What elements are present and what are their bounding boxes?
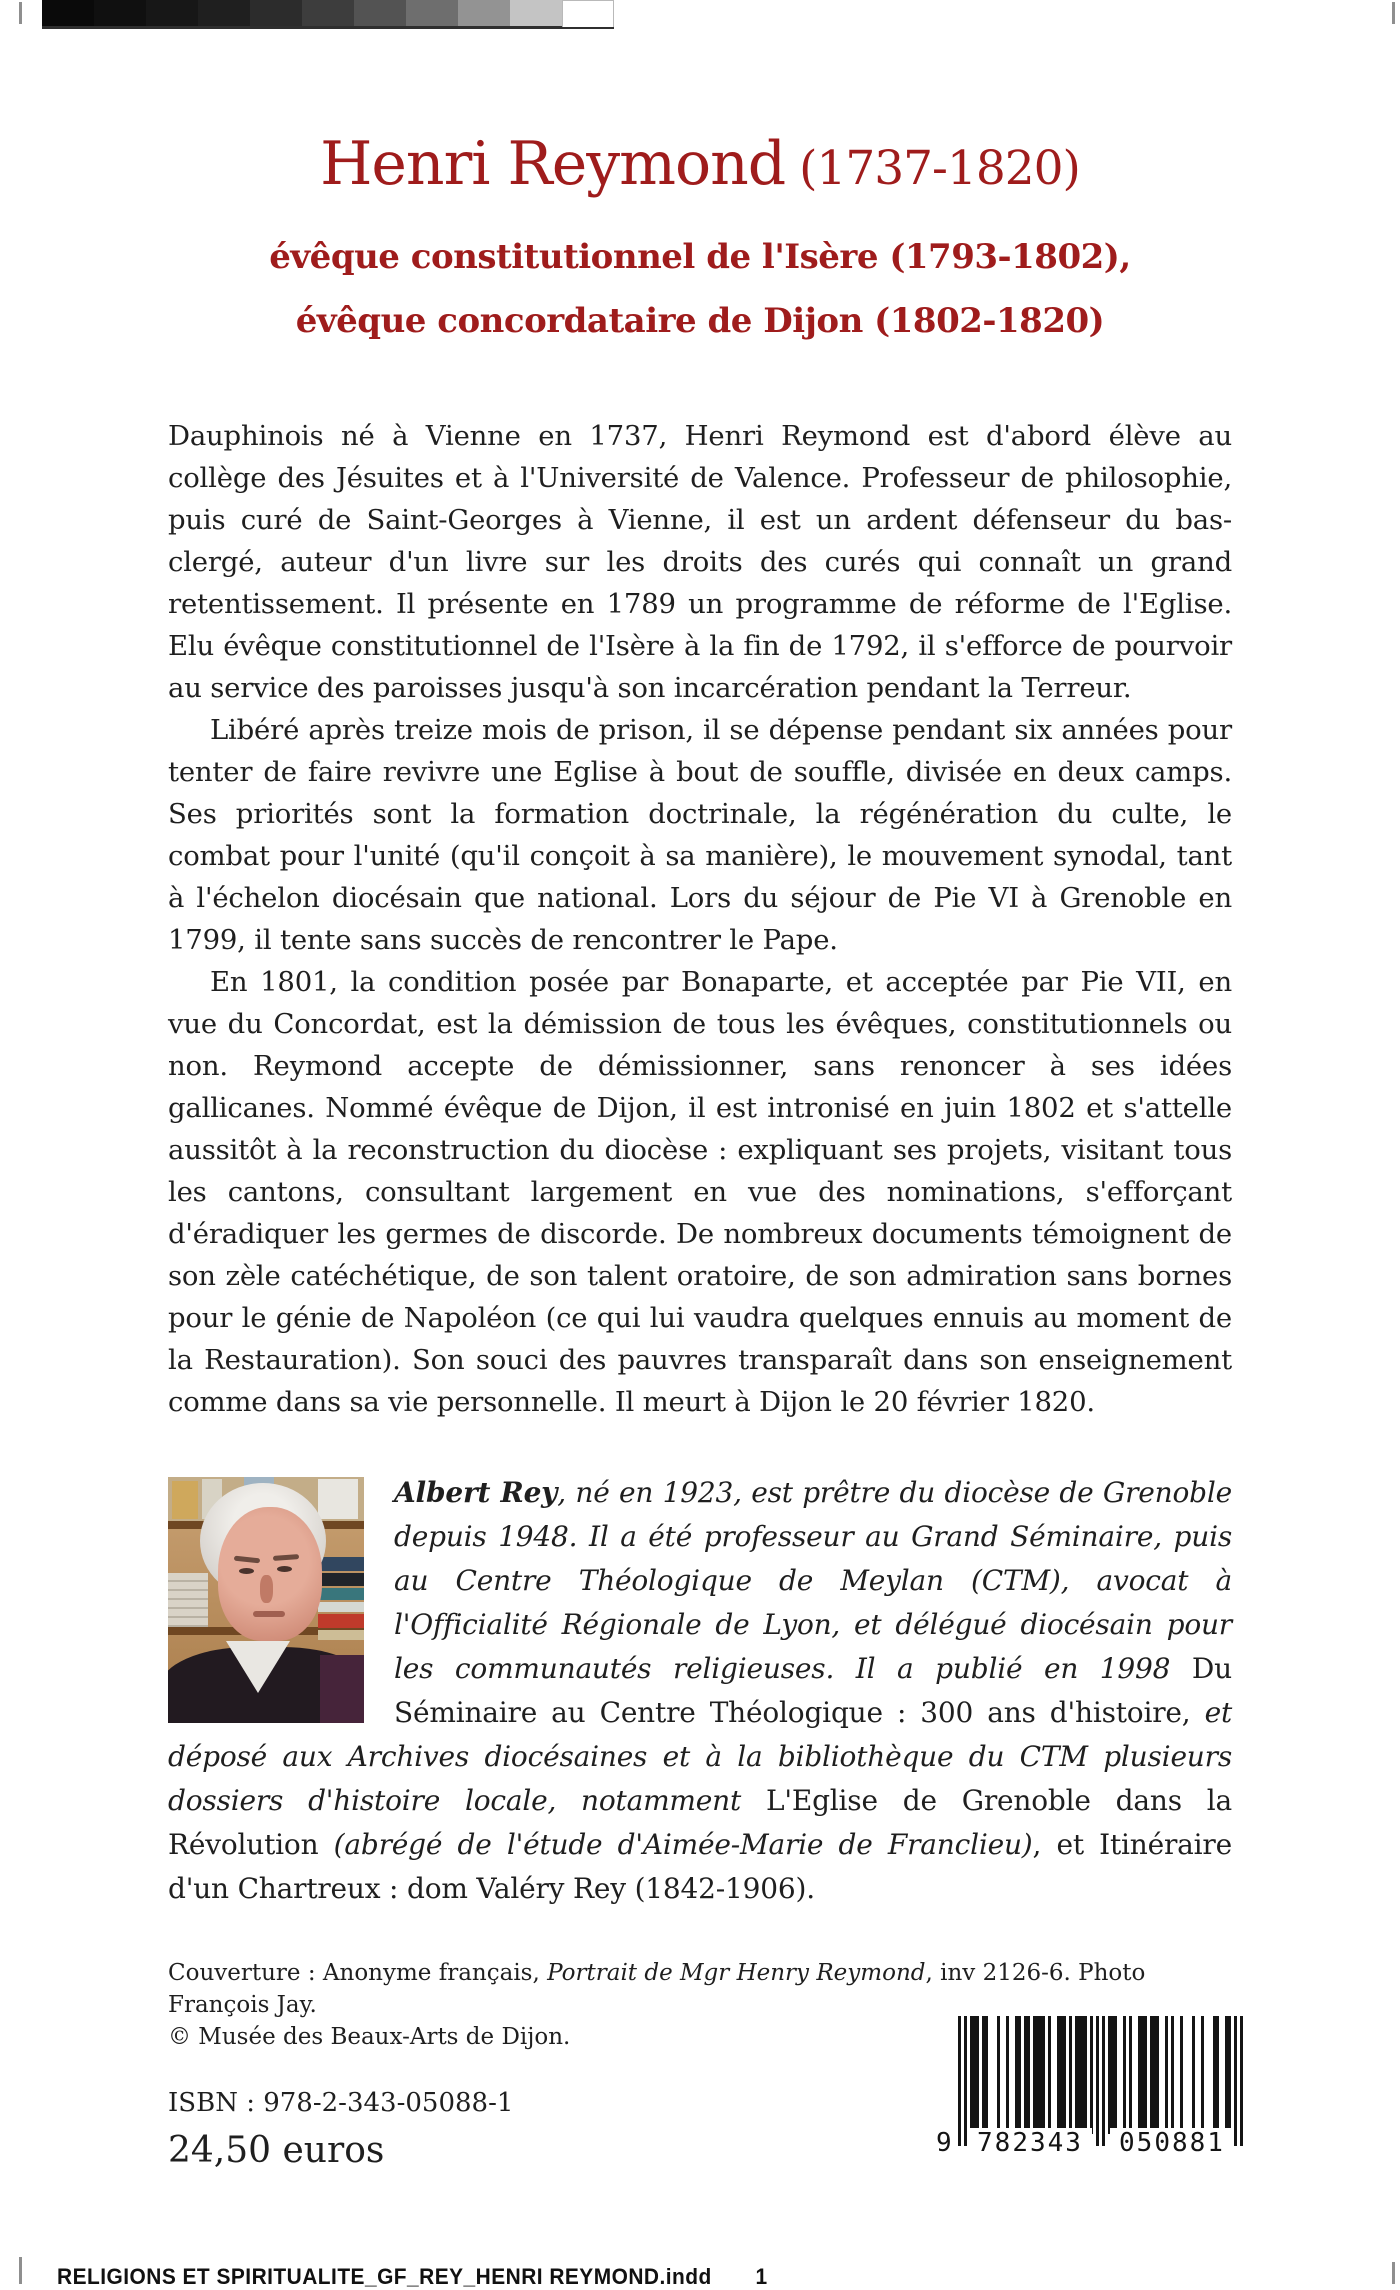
- photo-shelf-object: [318, 1479, 358, 1519]
- photo-shelf-object: [172, 1481, 198, 1519]
- photo-author-mouth: [253, 1611, 285, 1617]
- ean13-barcode: [936, 2016, 1243, 2166]
- page-title: [168, 128, 1232, 205]
- cover-text-column: [168, 0, 1232, 2053]
- title-name: Henri Reymond: [320, 129, 786, 199]
- synopsis: [168, 415, 1232, 1423]
- isbn-label: ISBN : 978-2-343-05088-1: [168, 2088, 514, 2118]
- barcode-digit-right: 050881: [1110, 2128, 1234, 2158]
- synopsis-paragraph: Dauphinois né à Vienne en 1737, Henri Reymond est d'abord élève au collège des Jésuites et à l'Université de Valence. Professeur de philosophie, puis curé de Saint-Georges à Vienne, il est un ardent défenseur du bas-clergé, auteur d'un livre sur les droits des curés qui connaît un grand retentissement. Il présente en 1789 un programme de réforme de l'Eglise. Elu évêque constitutionnel de l'Isère à la fin de 1792, il s'efforce de pourvoir au service des paroisses jusqu'à son incarcération pendant la Terreur.: [168, 420, 1232, 704]
- photo-author-eye: [239, 1568, 254, 1574]
- crop-mark-bottom-left: [19, 2257, 22, 2284]
- photo-author-shoulder: [320, 1655, 364, 1723]
- photo-book-spine: [318, 1557, 364, 1571]
- crop-mark-bottom-right: [1392, 2262, 1395, 2284]
- text-segment: , né en 1923, est prêtre du diocèse de Grenoble depuis 1948. Il a été professeur au Grand Séminaire, puis au Centre Théologique de Meylan (CTM), avocat à l'Officialité Régionale de Lyon, et délégué diocésain pour les communautés religieuses. Il a publié en 1998: [394, 1476, 1232, 1685]
- print-footer: [57, 2264, 768, 2290]
- footer-page-number: 1: [755, 2264, 768, 2289]
- text-segment: Portrait de Mgr Henry Reymond: [547, 1960, 926, 1986]
- title-years: (1737-1820): [785, 141, 1080, 196]
- text-segment: , et Itinéraire d'un Chartreux : dom Valéry Rey (1842-1906).: [168, 1828, 1232, 1905]
- calibration-square: [42, 0, 94, 26]
- barcode-bar: [1240, 2016, 1243, 2146]
- text-segment: Couverture : Anonyme français,: [168, 1960, 548, 1986]
- photo-book-spine: [318, 1614, 364, 1628]
- text-segment: © Musée des Beaux-Arts de Dijon.: [168, 2024, 571, 2050]
- isbn-price-block: [168, 2088, 513, 2171]
- photo-book-spine: [318, 1573, 364, 1586]
- calibration-square: [94, 0, 146, 26]
- subtitle: [168, 225, 1232, 353]
- price-label: 24,50 euros: [168, 2130, 385, 2171]
- synopsis-paragraph: Libéré après treize mois de prison, il se dépense pendant six années pour tenter de faire revivre une Eglise à bout de souffle, divisée en deux camps. Ses priorités sont la formation doctrinale, la régénération du culte, le combat pour l'unité (qu'il conçoit à sa manière), le mouvement synodal, tant à l'échelon diocésain que national. Lors du séjour de Pie VI à Grenoble en 1799, il tente sans succès de rencontrer le Pape.: [168, 714, 1232, 956]
- author-photo: [168, 1477, 364, 1723]
- photo-author-face: [218, 1507, 322, 1641]
- text-segment: et déposé aux Archives diocésaines et à la bibliothèque du CTM plusieurs dossiers d'histoire locale, notamment: [168, 1696, 1232, 1817]
- text-segment: , inv 2126-6. Photo François Jay.: [168, 1960, 1146, 2018]
- photo-book-spine: [318, 1630, 364, 1640]
- text-segment: Du Séminaire au Centre Théologique : 300 ans d'histoire,: [394, 1652, 1232, 1729]
- credit-line: [168, 1957, 1232, 2021]
- crop-mark-top-left: [19, 2, 22, 24]
- crop-mark-top-right: [1392, 2, 1395, 24]
- text-segment: (abrégé de l'étude d'Aimée-Marie de Franclieu): [333, 1828, 1033, 1861]
- footer-filename: RELIGIONS ET SPIRITUALITE_GF_REY_HENRI REYMOND.indd: [57, 2264, 712, 2289]
- subtitle-line-2: évêque concordataire de Dijon (1802-1820): [295, 301, 1105, 341]
- synopsis-paragraph: En 1801, la condition posée par Bonaparte, et acceptée par Pie VII, en vue du Concordat, est la démission de tous les évêques, constitutionnels ou non. Reymond accepte de démissionner, sans renoncer à ses idées gallicanes. Nommé évêque de Dijon, il est intronisé en juin 1802 et s'attelle aussitôt à la reconstruction du diocèse : expliquant ses projets, visitant tous les cantons, consultant largement en vue des nominations, s'efforçant d'éradiquer les germes de discorde. De nombreux documents témoignent de son zèle catéchétique, de son talent oratoire, de son admiration sans bornes pour le génie de Napoléon (ce qui lui vaudra quelques ennuis au moment de la Restauration). Son souci des pauvres transparaît dans son enseignement comme dans sa vie personnelle. Il meurt à Dijon le 20 février 1820.: [168, 966, 1232, 1418]
- photo-author-nose: [260, 1575, 273, 1603]
- photo-book-spine: [318, 1588, 364, 1600]
- photo-book-spine: [318, 1602, 364, 1612]
- text-segment: L'Eglise de Grenoble dans la Révolution: [168, 1784, 1232, 1861]
- barcode-bars: [958, 2016, 1243, 2146]
- text-segment: Albert Rey: [394, 1476, 558, 1509]
- photo-paper-stack: [168, 1573, 208, 1627]
- subtitle-line-1: évêque constitutionnel de l'Isère (1793-1802),: [269, 237, 1131, 277]
- barcode-digit-left: 782343: [968, 2128, 1092, 2158]
- barcode-digit-lead: 9: [936, 2128, 952, 2158]
- author-bio-section: [168, 1471, 1232, 1911]
- photo-author-eye: [277, 1566, 292, 1572]
